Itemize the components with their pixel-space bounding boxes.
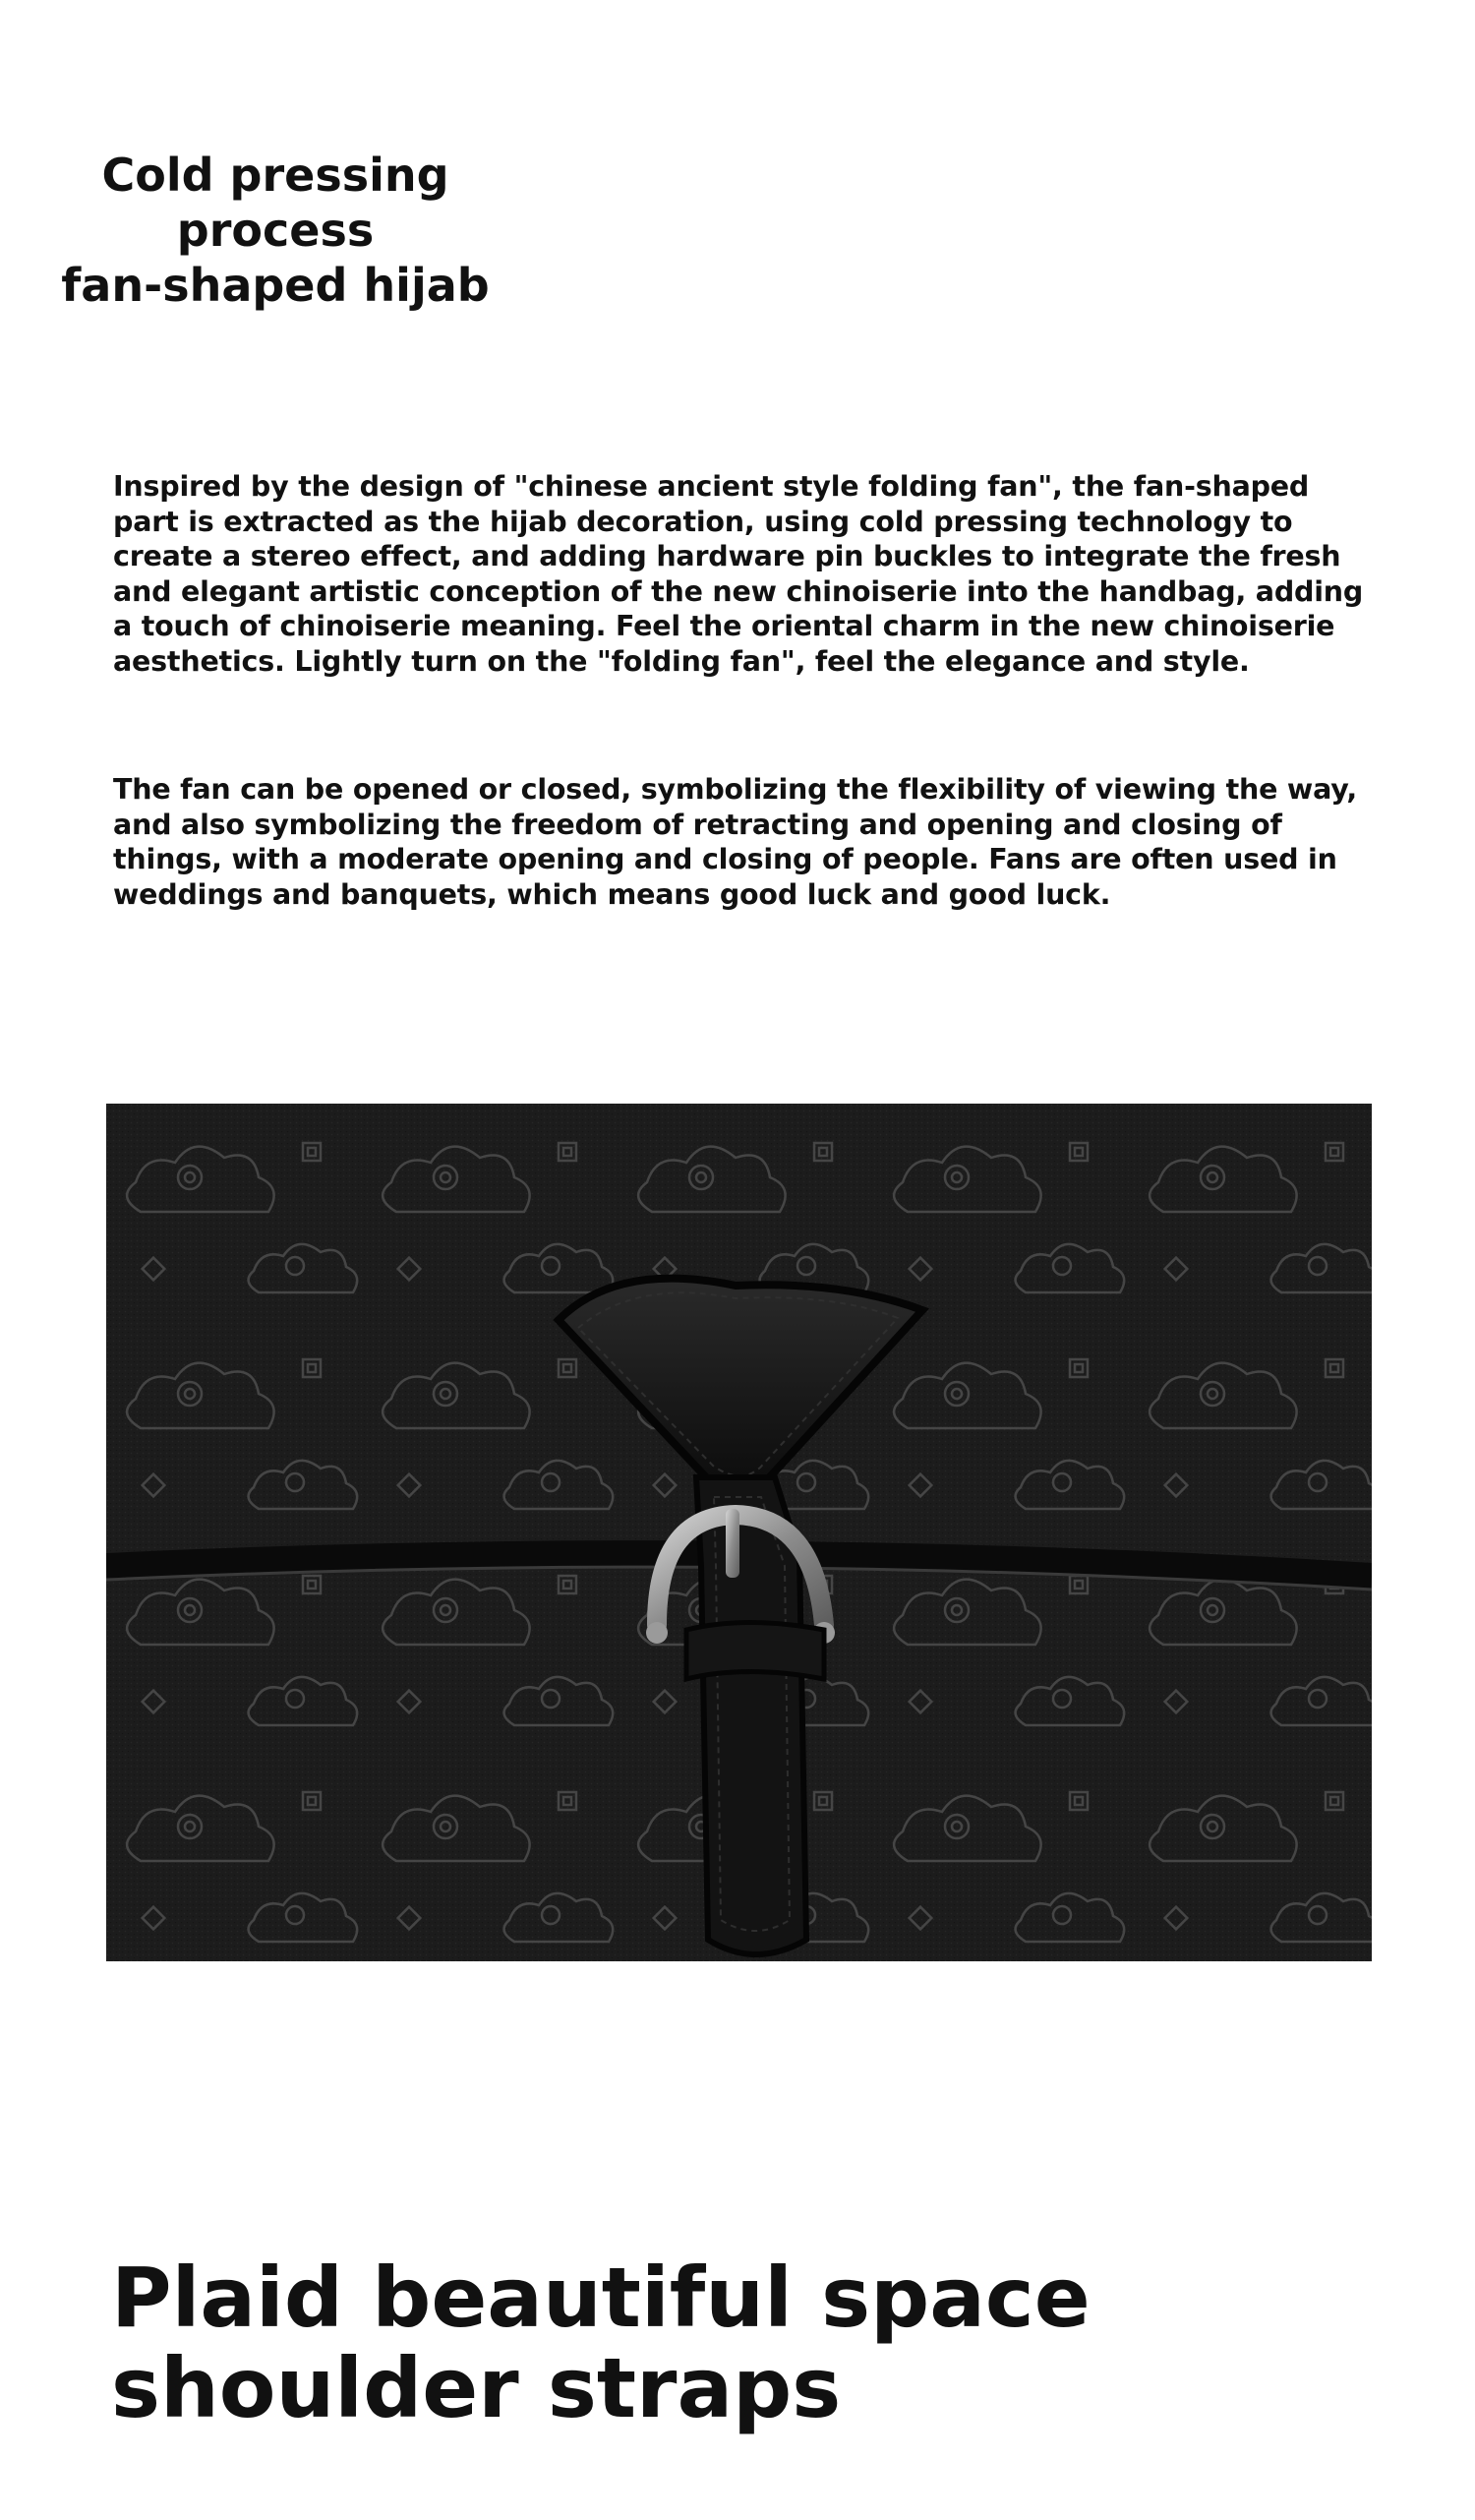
section-title-shoulder-straps	[111, 2250, 1389, 2436]
title-line-2: shoulder straps	[111, 2340, 842, 2436]
heading-line-3: fan-shaped hijab	[61, 259, 490, 312]
product-photo-bag-closeup	[106, 1104, 1372, 1961]
heading-line-1: Cold pressing	[101, 149, 449, 202]
heading-line-2: process	[176, 204, 375, 257]
title-line-1: Plaid beautiful space	[111, 2250, 1091, 2346]
description-paragraph-2: The fan can be opened or closed, symbolizing the flexibility of viewing the way, and also symbolizing the freedom of retracting and opening and closing of things, with a moderate opening and closing of people. Fans are often used in weddings and banquets, which means good luck and good luck.	[113, 773, 1358, 911]
section-heading	[39, 148, 511, 313]
description-paragraph-1: Inspired by the design of "chinese ancient style folding fan", the fan-shaped part is extracted as the hijab decoration, using cold pressing technology to create a stereo effect, and adding hardware pin buckles to integrate the fresh and elegant artistic conception of the new chinoiserie into the handbag, adding a touch of chinoiserie meaning. Feel the oriental charm in the new chinoiserie aesthetics. Lightly turn on the "folding fan", feel the elegance and style.	[113, 470, 1364, 678]
